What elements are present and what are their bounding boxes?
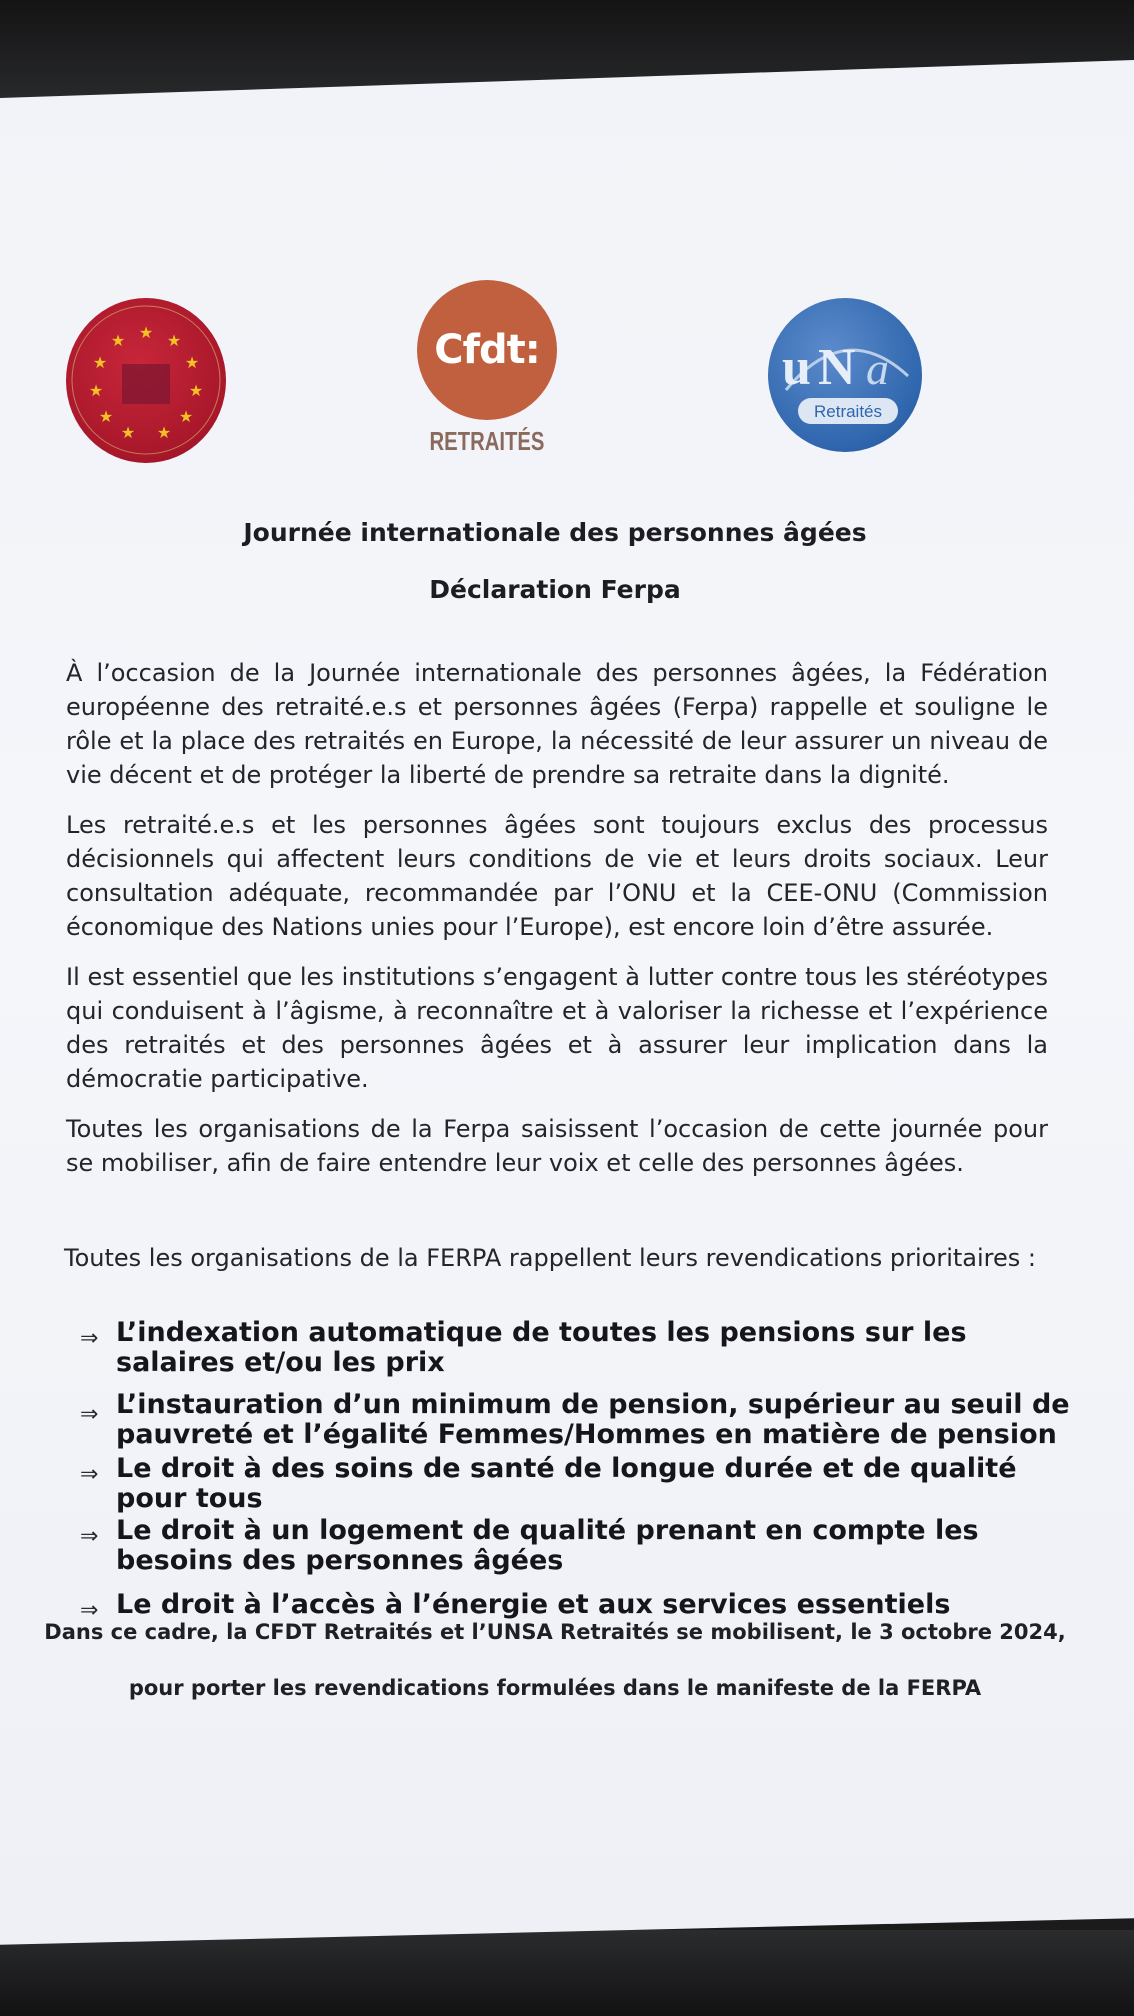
cfdt-logo [412,280,562,470]
unsa-logo [768,298,922,452]
svg-text:N: N [818,339,856,396]
document-title: Journée internationale des personnes âgées [243,518,867,547]
svg-text:a: a [866,343,889,394]
cfdt-retraites-label: RETRAITÉS [429,426,545,456]
list-item [80,1516,1080,1576]
arrow-icon: ⇒ [80,1598,99,1623]
demand-text: L’instauration d’un minimum de pension, supérieur au seuil de pauvreté et l’égalité Femmes/Hommes en matière de pension [116,1389,1070,1450]
svg-text:★: ★ [98,407,114,426]
demand-text: L’indexation automatique de toutes les pensions sur les salaires et/ou les prix [116,1317,967,1378]
list-item [80,1318,1080,1378]
paragraph-4: Toutes les organisations de la Ferpa saisissent l’occasion de cette journée pour se mobiliser, afin de faire entendre leur voix et celle des personnes âgées. [66,1115,1048,1177]
svg-text:★: ★ [184,353,200,372]
arrow-icon: ⇒ [80,1402,99,1427]
svg-text:★: ★ [88,381,104,400]
demand-text: Le droit à un logement de qualité prenant en compte les besoins des personnes âgées [116,1515,979,1576]
closing-line-2: pour porter les revendications formulées dans le manifeste de la FERPA [128,1676,982,1700]
demands-intro: Toutes les organisations de la FERPA rappellent leurs revendications prioritaires : [64,1244,1036,1272]
ferpa-logo [66,298,226,463]
list-item [80,1454,1080,1514]
svg-text:★: ★ [178,407,194,426]
arrow-icon: ⇒ [80,1524,99,1549]
list-item [80,1390,1080,1450]
paragraph-1: À l’occasion de la Journée internationale des personnes âgées, la Fédération européenne des retraité.e.s et personnes âgées (Ferpa) rappelle et souligne le rôle et la place des retraités en Europe, la nécessité de leur assurer un niveau de vie décent et de protéger la liberté de prendre sa retraite dans la dignité. [66,659,1048,789]
list-item [80,1589,1080,1623]
demands-list [80,1317,1080,1623]
unsa-mark-icon [768,298,922,452]
demand-text: Le droit à des soins de santé de longue durée et de qualité pour tous [116,1453,1017,1514]
svg-text:★: ★ [110,331,126,350]
demand-text: Le droit à l’accès à l’énergie et aux services essentiels [116,1589,951,1620]
ferpa-stars-icon [66,298,226,463]
background-bottom [0,1930,1134,2016]
arrow-icon: ⇒ [80,1462,99,1487]
svg-text:★: ★ [92,353,108,372]
arrow-icon: ⇒ [80,1326,99,1351]
svg-text:u: u [782,339,811,396]
cfdt-mark: Cfdt: [417,280,557,420]
svg-text:★: ★ [188,381,204,400]
svg-text:★: ★ [120,423,136,442]
document-subtitle: Déclaration Ferpa [429,575,681,604]
paragraph-3: Il est essentiel que les institutions s’engagent à lutter contre tous les stéréotypes qui conduisent à l’âgisme, à reconnaître et à valoriser la richesse et l’expérience des retraités et des personnes âgées et à assurer leur implication dans la démocratie participative. [66,963,1048,1093]
paragraph-2: Les retraité.e.s et les personnes âgées sont toujours exclus des processus décisionnels qui affectent leurs conditions de vie et leurs droits sociaux. Leur consultation adéquate, recommandée par l’ONU et la CEE-ONU (Commission économique des Nations unies pour l’Europe), est encore loin d’être assurée. [66,811,1048,941]
svg-text:★: ★ [166,331,182,350]
svg-text:Retraités: Retraités [813,402,883,421]
closing-line-1: Dans ce cadre, la CFDT Retraités et l’UNSA Retraités se mobilisent, le 3 octobre 2024, [44,1620,1066,1644]
svg-text:★: ★ [156,423,172,442]
svg-text:★: ★ [138,323,154,342]
